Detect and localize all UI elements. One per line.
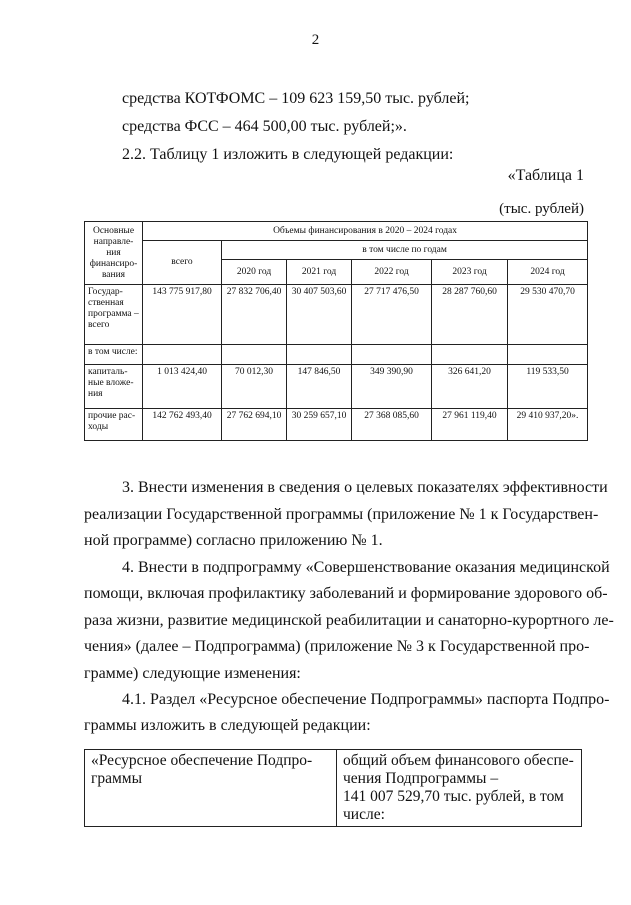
resource-line: чения Подпрограммы – xyxy=(343,770,499,787)
cell-2021 xyxy=(287,345,352,365)
cell-2022: 27 368 085,60 xyxy=(352,409,432,441)
fss-line: средства ФСС – 464 500,00 тыс. рублей;». xyxy=(122,118,407,135)
table-row xyxy=(85,365,588,409)
resource-line: общий объем финансового обеспе- xyxy=(343,752,574,769)
cell-2024: 29 410 937,20». xyxy=(508,409,588,441)
resource-line: числе: xyxy=(343,806,385,823)
cell-2023 xyxy=(432,345,508,365)
cell-2024 xyxy=(508,345,588,365)
header-volume: Объемы финансирования в 2020 – 2024 годах xyxy=(143,222,588,241)
item-4-1-line-2: граммы изложить в следующей редакции: xyxy=(84,717,371,734)
header-year-2020: 2020 год xyxy=(222,260,287,285)
cell-2022: 27 717 476,50 xyxy=(352,285,432,345)
cell-2020: 27 762 694,10 xyxy=(222,409,287,441)
financing-table xyxy=(84,221,588,441)
item-4-line-1: 4. Внести в подпрограмму «Совершенствование оказания медицинской xyxy=(122,559,610,576)
cell-2023: 27 961 119,40 xyxy=(432,409,508,441)
cell-2023: 28 287 760,60 xyxy=(432,285,508,345)
cell-2023: 326 641,20 xyxy=(432,365,508,409)
cell-2020: 27 832 706,40 xyxy=(222,285,287,345)
header-total: всего xyxy=(143,241,222,285)
row-label: Государ-ственная программа – всего xyxy=(85,285,143,345)
header-year-2022: 2022 год xyxy=(352,260,432,285)
resource-label-cell: «Ресурсное обеспечение Подпро-граммы xyxy=(85,750,337,827)
item-4-1-line-1: 4.1. Раздел «Ресурсное обеспечение Подпрограммы» паспорта Подпро- xyxy=(122,691,610,708)
cell-2020: 70 012,30 xyxy=(222,365,287,409)
cell-2024: 29 530 470,70 xyxy=(508,285,588,345)
cell-total: 1 013 424,40 xyxy=(143,365,222,409)
cell-total xyxy=(143,345,222,365)
row-label: капиталь-ные вложе-ния xyxy=(85,365,143,409)
kotfoms-line: средства КОТФОМС – 109 623 159,50 тыс. рублей; xyxy=(122,90,470,107)
item-4-line-5: грамме) следующие изменения: xyxy=(84,665,301,682)
item-4-line-2: помощи, включая профилактику заболеваний и формирование здорового об- xyxy=(84,585,608,602)
resource-line: 141 007 529,70 тыс. рублей, в том xyxy=(343,788,564,805)
table1-caption: «Таблица 1 xyxy=(507,167,584,184)
item-3-line-3: ной программе) согласно приложению № 1. xyxy=(84,532,383,549)
header-year-2024: 2024 год xyxy=(508,260,588,285)
header-by-years: в том числе по годам xyxy=(222,241,588,260)
row-label: в том числе: xyxy=(85,345,143,365)
resource-table xyxy=(84,749,582,827)
item-4-line-4: чения» (далее – Подпрограмма) (приложение № 3 к Государственной про- xyxy=(84,638,590,655)
table-row xyxy=(85,285,588,345)
header-year-2021: 2021 год xyxy=(287,260,352,285)
cell-2022 xyxy=(352,345,432,365)
table-row xyxy=(85,409,588,441)
cell-total: 143 775 917,80 xyxy=(143,285,222,345)
page-number: 2 xyxy=(311,32,320,48)
table1-units: (тыс. рублей) xyxy=(499,201,584,217)
header-main-directions: Основные направле-ния финансиро-вания xyxy=(85,222,143,285)
item-3-line-1: 3. Внести изменения в сведения о целевых показателях эффективности xyxy=(122,479,608,496)
item-2-2-line: 2.2. Таблицу 1 изложить в следующей редакции: xyxy=(122,146,454,163)
item-3-line-2: реализации Государственной программы (приложение № 1 к Государствен- xyxy=(84,506,599,523)
cell-2022: 349 390,90 xyxy=(352,365,432,409)
table-row xyxy=(85,345,588,365)
cell-2021: 30 259 657,10 xyxy=(287,409,352,441)
cell-2021: 30 407 503,60 xyxy=(287,285,352,345)
header-year-2023: 2023 год xyxy=(432,260,508,285)
item-4-line-3: раза жизни, развитие медицинской реабилитации и санаторно-курортного ле- xyxy=(84,612,614,629)
cell-total: 142 762 493,40 xyxy=(143,409,222,441)
cell-2021: 147 846,50 xyxy=(287,365,352,409)
resource-value-cell xyxy=(337,750,582,827)
cell-2024: 119 533,50 xyxy=(508,365,588,409)
row-label: прочие рас-ходы xyxy=(85,409,143,441)
cell-2020 xyxy=(222,345,287,365)
